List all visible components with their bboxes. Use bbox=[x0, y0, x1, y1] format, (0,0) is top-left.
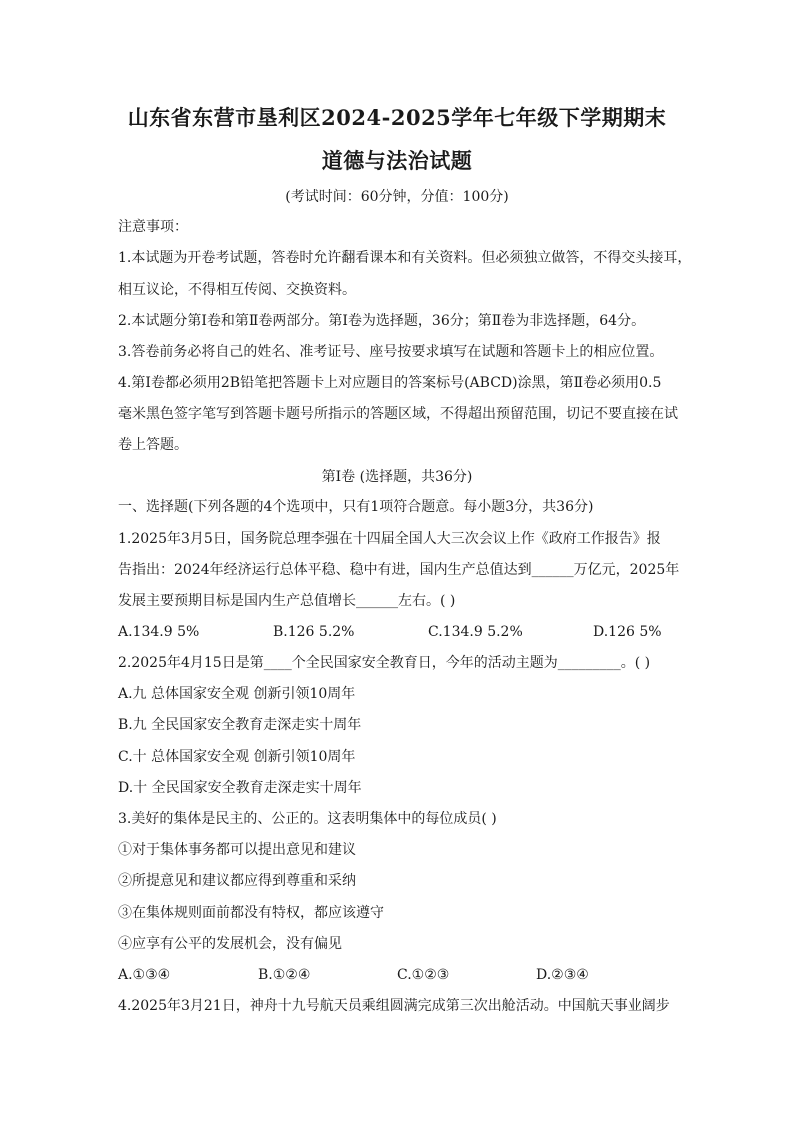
exam-info: (考试时间：60分钟，分值：100分) bbox=[285, 189, 509, 205]
q3-statement: ③在集体规则面前都没有特权，都应该遵守 bbox=[118, 905, 384, 921]
q3-statement: ①对于集体事务都可以提出意见和建议 bbox=[118, 842, 356, 858]
notes-heading: 注意事项： bbox=[118, 219, 188, 235]
q1-stem-line: 1.2025年3月5日，国务院总理李强在十四届全国人大三次会议上作《政府工作报告》报 bbox=[118, 531, 661, 547]
notes-line: 卷上答题。 bbox=[118, 437, 188, 453]
q1-option-c: C.134.9 5.2% bbox=[428, 624, 523, 640]
q2-option-b: B.九 全民国家安全教育走深走实十周年 bbox=[118, 717, 362, 733]
notes-line: 1.本试题为开卷考试题，答卷时允许翻看课本和有关资料。但必须独立做答，不得交头接耳， bbox=[118, 250, 692, 266]
q1-option-b: B.126 5.2% bbox=[273, 624, 355, 640]
notes-line: 相互议论，不得相互传阅、交换资料。 bbox=[118, 282, 356, 298]
q3-statement: ④应享有公平的发展机会，没有偏见 bbox=[118, 936, 342, 952]
q2-option-a: A.九 总体国家安全观 创新引领10周年 bbox=[118, 686, 356, 702]
q4-stem: 4.2025年3月21日，神舟十九号航天员乘组圆满完成第三次出舱活动。中国航天事业阔步 bbox=[118, 998, 670, 1014]
q3-option-a: A.①③④ bbox=[118, 967, 171, 983]
q3-statement: ②所提意见和建议都应得到尊重和采纳 bbox=[118, 873, 356, 889]
q3-option-c: C.①②③ bbox=[397, 967, 450, 983]
q1-stem-line: 告指出：2024年经济运行总体平稳、稳中有进，国内生产总值达到______万亿元，2025年 bbox=[118, 562, 680, 578]
q2-option-c: C.十 总体国家安全观 创新引领10周年 bbox=[118, 749, 356, 765]
notes-line: 3.答卷前务必将自己的姓名、准考证号、座号按要求填写在试题和答题卡上的相应位置。 bbox=[118, 344, 664, 360]
exam-title: 山东省东营市垦利区2024-2025学年七年级下学期期末 bbox=[127, 105, 667, 130]
notes-line: 2.本试题分第Ⅰ卷和第Ⅱ卷两部分。第Ⅰ卷为选择题，36分；第Ⅱ卷为非选择题，64分。 bbox=[118, 313, 646, 329]
q1-stem-line: 发展主要预期目标是国内生产总值增长______左右。( ) bbox=[118, 593, 456, 609]
part1-instruction: 一、选择题(下列各题的4个选项中，只有1项符合题意。每小题3分，共36分) bbox=[118, 499, 594, 515]
q3-option-b: B.①②④ bbox=[258, 967, 311, 983]
part1-heading: 第Ⅰ卷 (选择题，共36分) bbox=[321, 469, 473, 485]
notes-line: 毫米黑色签字笔写到答题卡题号所指示的答题区域，不得超出预留范围，切记不要直接在试 bbox=[118, 406, 678, 422]
exam-subject-title: 道德与法治试题 bbox=[321, 148, 473, 173]
q3-stem: 3.美好的集体是民主的、公正的。这表明集体中的每位成员( ) bbox=[118, 811, 497, 827]
q2-option-d: D.十 全民国家安全教育走深走实十周年 bbox=[118, 780, 362, 796]
q1-option-d: D.126 5% bbox=[593, 624, 662, 640]
notes-line: 4.第Ⅰ卷都必须用2B铅笔把答题卡上对应题目的答案标号(ABCD)涂黑，第Ⅱ卷必须用0.5 bbox=[118, 375, 662, 391]
q2-stem: 2.2025年4月15日是第____个全民国家安全教育日，今年的活动主题为_________。( ) bbox=[118, 655, 651, 671]
q3-option-d: D.②③④ bbox=[536, 967, 589, 983]
q1-option-a: A.134.9 5% bbox=[118, 624, 200, 640]
